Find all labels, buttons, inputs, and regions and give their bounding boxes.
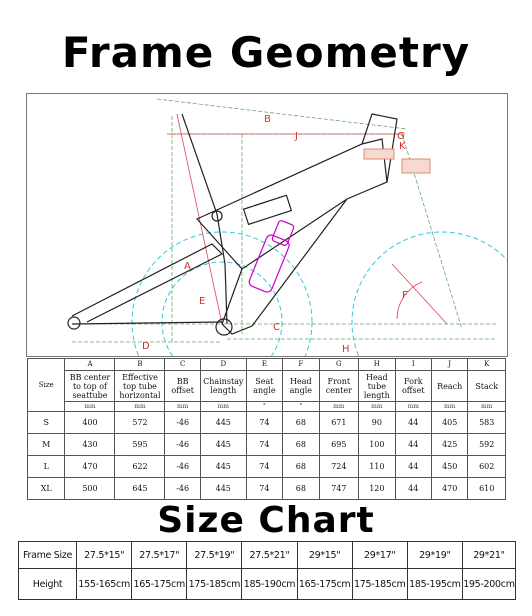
col-name: Front center — [319, 371, 359, 402]
cell: 29*15" — [297, 542, 352, 569]
label-e: E — [199, 296, 206, 307]
col-name: Chainstay length — [200, 371, 246, 402]
cell: 185-195cm — [407, 569, 462, 600]
row-size: S — [28, 412, 65, 434]
col-name: Reach — [431, 371, 467, 402]
cell: 724 — [319, 456, 359, 478]
cell: 602 — [468, 456, 506, 478]
headset-parts — [364, 149, 430, 173]
cell: 74 — [246, 478, 282, 500]
col-unit: mm — [115, 402, 165, 412]
cell: 747 — [319, 478, 359, 500]
col-letter: C — [165, 359, 200, 371]
cell: 445 — [200, 434, 246, 456]
cell: 110 — [359, 456, 395, 478]
table-row — [28, 412, 506, 434]
cell: 27.5*17" — [132, 542, 187, 569]
col-unit: mm — [468, 402, 506, 412]
cell: 74 — [246, 412, 282, 434]
col-letter: A — [65, 359, 115, 371]
cell: 610 — [468, 478, 506, 500]
cell: 445 — [200, 478, 246, 500]
cell: 74 — [246, 456, 282, 478]
cell: -46 — [165, 412, 200, 434]
table-row — [19, 542, 516, 569]
size-header: Size — [28, 359, 65, 412]
col-name: Stack — [468, 371, 506, 402]
table-row — [28, 434, 506, 456]
cell: 572 — [115, 412, 165, 434]
cell: 44 — [395, 456, 431, 478]
col-letter: B — [115, 359, 165, 371]
cell: 645 — [115, 478, 165, 500]
cell: 425 — [431, 434, 467, 456]
col-name: Seat angle — [246, 371, 282, 402]
cell: 68 — [283, 478, 319, 500]
cell: 430 — [65, 434, 115, 456]
row-size: XL — [28, 478, 65, 500]
col-unit: mm — [395, 402, 431, 412]
frame-size-label: Frame Size — [19, 542, 77, 569]
col-name: Effective top tube horizontal — [115, 371, 165, 402]
cell: -46 — [165, 478, 200, 500]
col-unit: ° — [283, 402, 319, 412]
cell: 405 — [431, 412, 467, 434]
col-name: Head tube length — [359, 371, 395, 402]
col-letter: E — [246, 359, 282, 371]
cell: 68 — [283, 456, 319, 478]
row-size: M — [28, 434, 65, 456]
cell: 445 — [200, 412, 246, 434]
cell: 165-175cm — [297, 569, 352, 600]
cell: 44 — [395, 434, 431, 456]
col-letter: K — [468, 359, 506, 371]
cell: 44 — [395, 478, 431, 500]
cell: 29*19" — [407, 542, 462, 569]
col-unit: ° — [246, 402, 282, 412]
col-name: Head angle — [283, 371, 319, 402]
label-d: D — [142, 341, 150, 352]
frame-geometry-diagram — [26, 93, 508, 357]
label-j: J — [295, 131, 298, 142]
cell: 27.5*19" — [187, 542, 242, 569]
col-unit: mm — [319, 402, 359, 412]
cell: 695 — [319, 434, 359, 456]
cell: 29*17" — [352, 542, 407, 569]
cell: 400 — [65, 412, 115, 434]
table-row — [19, 569, 516, 600]
label-g: H — [342, 344, 350, 355]
col-unit: mm — [65, 402, 115, 412]
cell: 583 — [468, 412, 506, 434]
col-letter: I — [395, 359, 431, 371]
cell: 120 — [359, 478, 395, 500]
cell: 74 — [246, 434, 282, 456]
bottle-cage — [248, 220, 295, 294]
cell: 29*21" — [462, 542, 515, 569]
cell: 90 — [359, 412, 395, 434]
geometry-table — [27, 358, 506, 500]
cell: 500 — [65, 478, 115, 500]
cell: 68 — [283, 434, 319, 456]
col-unit: mm — [165, 402, 200, 412]
label-b: B — [264, 114, 271, 125]
col-unit: mm — [200, 402, 246, 412]
cell: 155-165cm — [77, 569, 132, 600]
cell: 44 — [395, 412, 431, 434]
cell: 100 — [359, 434, 395, 456]
page-title: Frame Geometry — [61, 28, 471, 77]
cell: 470 — [431, 478, 467, 500]
col-unit: mm — [431, 402, 467, 412]
table-row — [28, 456, 506, 478]
label-f: F — [402, 290, 408, 301]
cell: 68 — [283, 412, 319, 434]
table-row — [28, 478, 506, 500]
col-letter: D — [200, 359, 246, 371]
col-letter: H — [359, 359, 395, 371]
cell: 622 — [115, 456, 165, 478]
col-letter: J — [431, 359, 467, 371]
size-chart-title: Size Chart — [157, 500, 375, 541]
cell: 27.5*21" — [242, 542, 297, 569]
cell: 185-190cm — [242, 569, 297, 600]
col-name: Fork offset — [395, 371, 431, 402]
label-h: G — [397, 131, 405, 142]
col-name: BB center to top of seattube — [65, 371, 115, 402]
label-c: C — [273, 322, 280, 333]
bike-frame — [68, 114, 397, 335]
cell: 595 — [115, 434, 165, 456]
size-chart-table — [18, 541, 516, 600]
cell: -46 — [165, 456, 200, 478]
cell: -46 — [165, 434, 200, 456]
cell: 671 — [319, 412, 359, 434]
height-label: Height — [19, 569, 77, 600]
row-size: L — [28, 456, 65, 478]
col-name: BB offset — [165, 371, 200, 402]
cell: 470 — [65, 456, 115, 478]
cell: 165-175cm — [132, 569, 187, 600]
col-unit: mm — [359, 402, 395, 412]
cell: 450 — [431, 456, 467, 478]
cell: 445 — [200, 456, 246, 478]
cell: 592 — [468, 434, 506, 456]
cell: 175-185cm — [352, 569, 407, 600]
wheel-arcs — [132, 232, 507, 356]
label-k: K — [399, 141, 406, 152]
label-a: A — [184, 261, 191, 272]
col-letter: F — [283, 359, 319, 371]
cell: 175-185cm — [187, 569, 242, 600]
cell: 195-200cm — [462, 569, 515, 600]
cell: 27.5*15" — [77, 542, 132, 569]
col-letter: G — [319, 359, 359, 371]
